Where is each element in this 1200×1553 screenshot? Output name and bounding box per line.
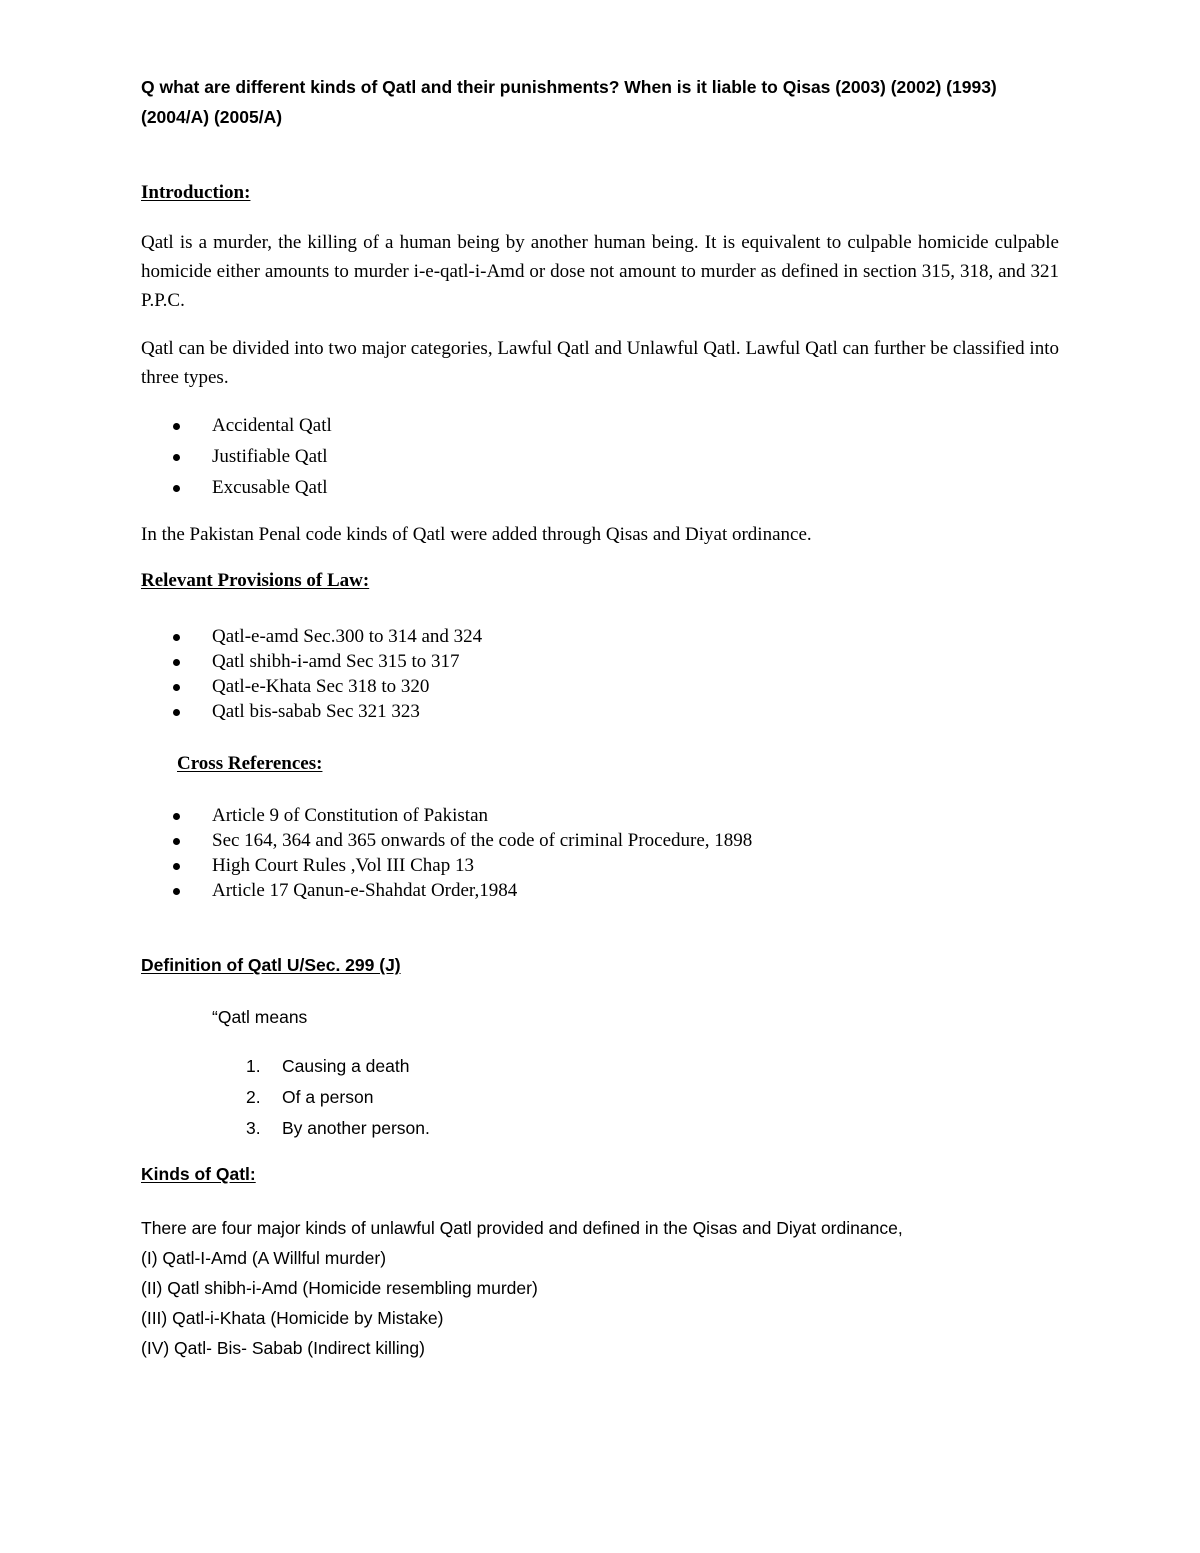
list-item [246,1113,430,1144]
bullet-icon [173,838,180,845]
cross-references-list [171,803,752,903]
list-item-text: Article 17 Qanun-e-Shahdat Order,1984 [212,880,518,901]
bullet-icon [173,863,180,870]
list-item-text: Accidental Qatl [212,415,332,436]
list-item [171,624,482,649]
kinds-line: (I) Qatl-I-Amd (A Willful murder) [141,1248,387,1268]
list-item [171,878,752,903]
bullet-icon [173,684,180,691]
list-item-text: High Court Rules ,Vol III Chap 13 [212,855,474,876]
list-item-text: Justifiable Qatl [212,446,328,467]
relevant-provisions-list [171,624,482,724]
kinds-line: (III) Qatl-i-Khata (Homicide by Mistake) [141,1308,444,1328]
list-item-text: Qatl-e-amd Sec.300 to 314 and 324 [212,626,483,647]
list-item-text: Excusable Qatl [212,477,328,498]
list-item [246,1082,430,1113]
list-item [171,649,482,674]
list-item-text: By another person. [282,1118,430,1138]
bullet-icon [173,423,180,430]
list-item [246,1051,430,1082]
list-item-text: Sec 164, 364 and 365 onwards of the code of criminal Procedure, 1898 [212,830,753,851]
introduction-paragraph-2: Qatl can be divided into two major categories, Lawful Qatl and Unlawful Qatl. Lawful Qatl can further be classified into three types. [141,338,1059,388]
list-item-text: Of a person [282,1087,374,1107]
list-item-text: Qatl shibh-i-amd Sec 315 to 317 [212,651,460,672]
definition-heading: Definition of Qatl U/Sec. 299 (J) [141,955,401,975]
introduction-paragraph-3: In the Pakistan Penal code kinds of Qatl were added through Qisas and Diyat ordinance. [141,524,812,545]
list-item [171,828,752,853]
bullet-icon [173,813,180,820]
kinds-intro: There are four major kinds of unlawful Qatl provided and defined in the Qisas and Diyat ordinance, [141,1218,903,1238]
list-item-text: Qatl bis-sabab Sec 321 323 [212,701,420,722]
bullet-icon [173,659,180,666]
kinds-heading: Kinds of Qatl: [141,1164,256,1184]
bullet-icon [173,888,180,895]
list-number: 3. [246,1118,261,1138]
cross-references-heading: Cross References: [177,753,323,774]
relevant-provisions-heading: Relevant Provisions of Law: [141,570,370,591]
list-item [171,441,332,472]
list-item [171,674,482,699]
introduction-paragraph-1: Qatl is a murder, the killing of a human being by another human being. It is equivalent to culpable homicide culpable homicide either amounts to murder i-e-qatl-i-Amd or dose not amount to murder as defined in section 315, 318, and 321 P.P.C. [141,232,1059,311]
list-item-text: Qatl-e-Khata Sec 318 to 320 [212,676,430,697]
list-item [171,853,752,878]
definition-list [246,1051,430,1144]
bullet-icon [173,454,180,461]
list-item [171,410,332,441]
list-item [171,803,752,828]
list-item-text: Causing a death [282,1056,410,1076]
list-number: 2. [246,1087,261,1107]
lawful-types-list [171,410,332,503]
bullet-icon [173,634,180,641]
bullet-icon [173,709,180,716]
list-number: 1. [246,1056,261,1076]
question-heading: Q what are different kinds of Qatl and their punishments? When is it liable to Qisas (2003) (2002) (1993) (2004/A) (2005/A) [141,77,997,127]
kinds-line: (IV) Qatl- Bis- Sabab (Indirect killing) [141,1338,425,1358]
list-item [171,699,482,724]
definition-intro: “Qatl means [212,1007,308,1027]
introduction-heading: Introduction: [141,182,251,203]
list-item-text: Article 9 of Constitution of Pakistan [212,805,489,826]
kinds-line: (II) Qatl shibh-i-Amd (Homicide resembling murder) [141,1278,538,1298]
bullet-icon [173,485,180,492]
list-item [171,472,332,503]
